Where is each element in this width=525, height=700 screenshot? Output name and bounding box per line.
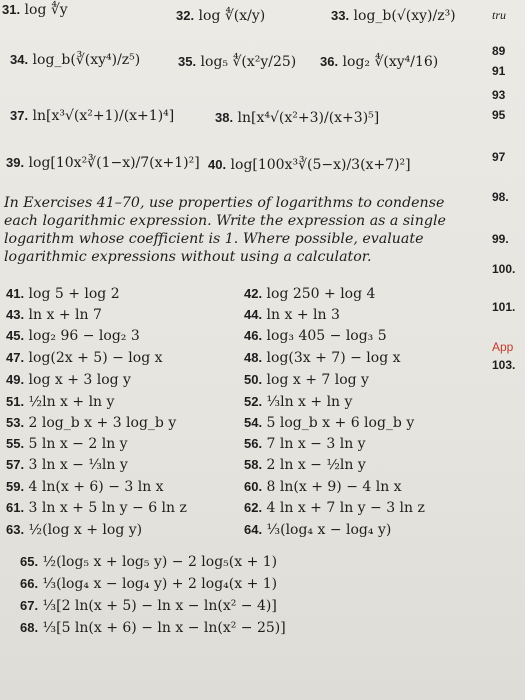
edge-text-2: 89 — [492, 44, 506, 58]
edge-text-6: 97 — [492, 150, 506, 164]
exercise-63: 63. ½(log x + log y) — [6, 522, 143, 538]
exercise-32: 32. log ∜(x/y) — [176, 8, 266, 24]
exercise-46: 46. log₃ 405 − log₃ 5 — [244, 328, 387, 344]
exercise-50: 50. log x + 7 log y — [244, 372, 369, 388]
exercise-64: 64. ⅓(log₄ x − log₄ y) — [244, 522, 392, 538]
exercise-52: 52. ⅓ln x + ln y — [244, 394, 353, 410]
exercise-65: 65. ½(log₅ x + log₅ y) − 2 log₅(x + 1) — [20, 554, 278, 570]
exercise-68: 68. ⅓[5 ln(x + 6) − ln x − ln(x² − 25)] — [20, 620, 286, 636]
exercise-33: 33. log_b(√(xy)/z³) — [331, 8, 456, 24]
edge-text-12: 103. — [492, 358, 516, 372]
exercise-40: 40. log[100x³∛(5−x)/3(x+7)²] — [208, 157, 411, 173]
exercise-53: 53. 2 log_b x + 3 log_b y — [6, 415, 177, 431]
exercise-34: 34. log_b(∛(xy⁴)/z⁵) — [10, 52, 141, 68]
exercise-45: 45. log₂ 96 − log₂ 3 — [6, 328, 140, 344]
exercise-38: 38. ln[x⁴√(x²+3)/(x+3)⁵] — [215, 110, 380, 126]
exercise-56: 56. 7 ln x − 3 ln y — [244, 436, 366, 452]
exercise-44: 44. ln x + ln 3 — [244, 307, 340, 323]
edge-text-1: tru — [492, 8, 507, 22]
exercise-48: 48. log(3x + 7) − log x — [244, 350, 401, 366]
exercise-61: 61. 3 ln x + 5 ln y − 6 ln z — [6, 500, 187, 516]
exercise-49: 49. log x + 3 log y — [6, 372, 131, 388]
exercise-36: 36. log₂ ∜(xy⁴/16) — [320, 54, 439, 70]
exercise-47: 47. log(2x + 5) − log x — [6, 350, 163, 366]
instructions-paragraph: In Exercises 41–70, use properties of logarithms to condense each logarithmic expression. Write the expression as a single logarithm whose coefficient is 1. Where possible, evaluate logarithmic expressions without using a calculator. — [4, 195, 446, 265]
edge-text-7: 98. — [492, 190, 509, 204]
edge-text-11: App — [492, 340, 514, 354]
exercise-42: 42. log 250 + log 4 — [244, 286, 376, 302]
edge-text-9: 100. — [492, 262, 516, 276]
edge-text-5: 95 — [492, 108, 506, 122]
exercise-41: 41. log 5 + log 2 — [6, 286, 120, 302]
exercise-35: 35. log₅ ∜(x²y/25) — [178, 54, 297, 70]
exercise-66: 66. ⅓(log₄ x − log₄ y) + 2 log₄(x + 1) — [20, 576, 278, 592]
exercise-55: 55. 5 ln x − 2 ln y — [6, 436, 128, 452]
exercise-62: 62. 4 ln x + 7 ln y − 3 ln z — [244, 500, 425, 516]
exercise-67: 67. ⅓[2 ln(x + 5) − ln x − ln(x² − 4)] — [20, 598, 277, 614]
exercise-60: 60. 8 ln(x + 9) − 4 ln x — [244, 479, 402, 495]
edge-text-8: 99. — [492, 232, 509, 246]
exercise-59: 59. 4 ln(x + 6) − 3 ln x — [6, 479, 164, 495]
exercise-43: 43. ln x + ln 7 — [6, 307, 102, 323]
exercise-57: 57. 3 ln x − ⅓ln y — [6, 457, 128, 473]
edge-text-3: 91 — [492, 64, 506, 78]
exercise-58: 58. 2 ln x − ½ln y — [244, 457, 366, 473]
exercise-31: 31. log ∜y — [2, 2, 68, 18]
edge-text-4: 93 — [492, 88, 506, 102]
exercise-54: 54. 5 log_b x + 6 log_b y — [244, 415, 415, 431]
exercise-39: 39. log[10x²∛(1−x)/7(x+1)²] — [6, 155, 200, 171]
exercise-51: 51. ½ln x + ln y — [6, 394, 115, 410]
exercise-37: 37. ln[x³√(x²+1)/(x+1)⁴] — [10, 108, 175, 124]
edge-text-10: 101. — [492, 300, 516, 314]
